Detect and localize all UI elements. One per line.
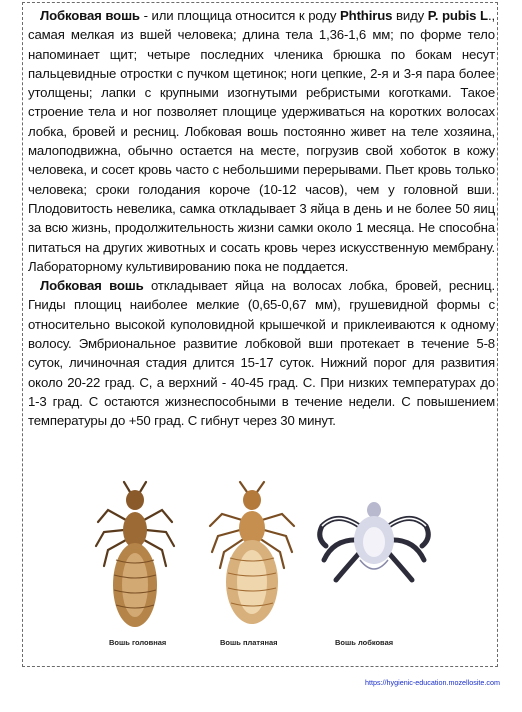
genus-name: Phthirus (340, 8, 393, 23)
caption-pubic-louse: Вошь лобковая (335, 638, 394, 647)
paragraph-2 (28, 276, 495, 430)
para1-text-c: ., самая мелкая из вшей человека; длина тела 1,36-1,6 мм; по форме тело напоминает щит; четыре последних членика брюшка по бокам несут пальцевидные отростки с пучком щетинок; ноги цепкие, 2-я и 3-я пара более утолщены; лапки с крупными изогнутыми ребристыми коготками. Такое строение тела и ног позволяет площице удерживаться на коротких волосах лобка, бровей и ресниц. Лобковая вошь постоянно живет на теле хозяина, малоподвижна, обычно остается на месте, погрузив свой хоботок в кожу человека, и сосет кровь часто с небольшими перерывами. Пьет кровь только человека; сроки голодания короче (10-12 часов), чем у головной вши. Плодовитость невелика, самка откладывает 3 яйца в день и не более 50 яиц за всю жизнь, продолжительность жизни самки около 1 месяца. Не способна питаться на других животных и сосать кровь через искусственную мембрану. Лабораторному культивированию пока не поддается. (28, 8, 495, 274)
louse-figures (22, 476, 498, 656)
body-louse-image (204, 480, 300, 628)
para1-text-a: - или площица относится к роду (139, 8, 341, 23)
caption-body-louse: Вошь платяная (220, 638, 278, 647)
head-louse-image (90, 480, 180, 630)
term-pubic-louse-2: Лобковая вошь (40, 278, 144, 294)
term-pubic-louse: Лобковая вошь (40, 8, 140, 23)
pubic-louse-image (312, 488, 436, 588)
source-link[interactable]: https://hygienic-education.mozellosite.com (364, 678, 500, 687)
species-name: P. pubis L (427, 8, 488, 23)
paragraph-1 (28, 6, 495, 276)
para1-text-b: виду (392, 8, 428, 23)
article-text (28, 6, 495, 431)
caption-head-louse: Вошь головная (109, 638, 167, 647)
para2-text: откладывает яйца на волосах лобка, бровей, ресниц. Гниды площиц наиболее мелкие (0,65-0,67 мм), грушевидной формы с относительно высокой куполовидной крышечкой и приклеиваются к одному волосу. Эмбриональное развитие лобковой вши протекает в течение 5-8 суток, личиночная стадия длится 15-17 суток. Нижний порог для развития около 20-22 град. С, а верхний - 40-45 град. С. При низких температурах до 1-3 град. С остаются жизнеспособными в течение недели. С повышением температуры до +50 град. С гибнут через 30 минут. (28, 278, 495, 429)
